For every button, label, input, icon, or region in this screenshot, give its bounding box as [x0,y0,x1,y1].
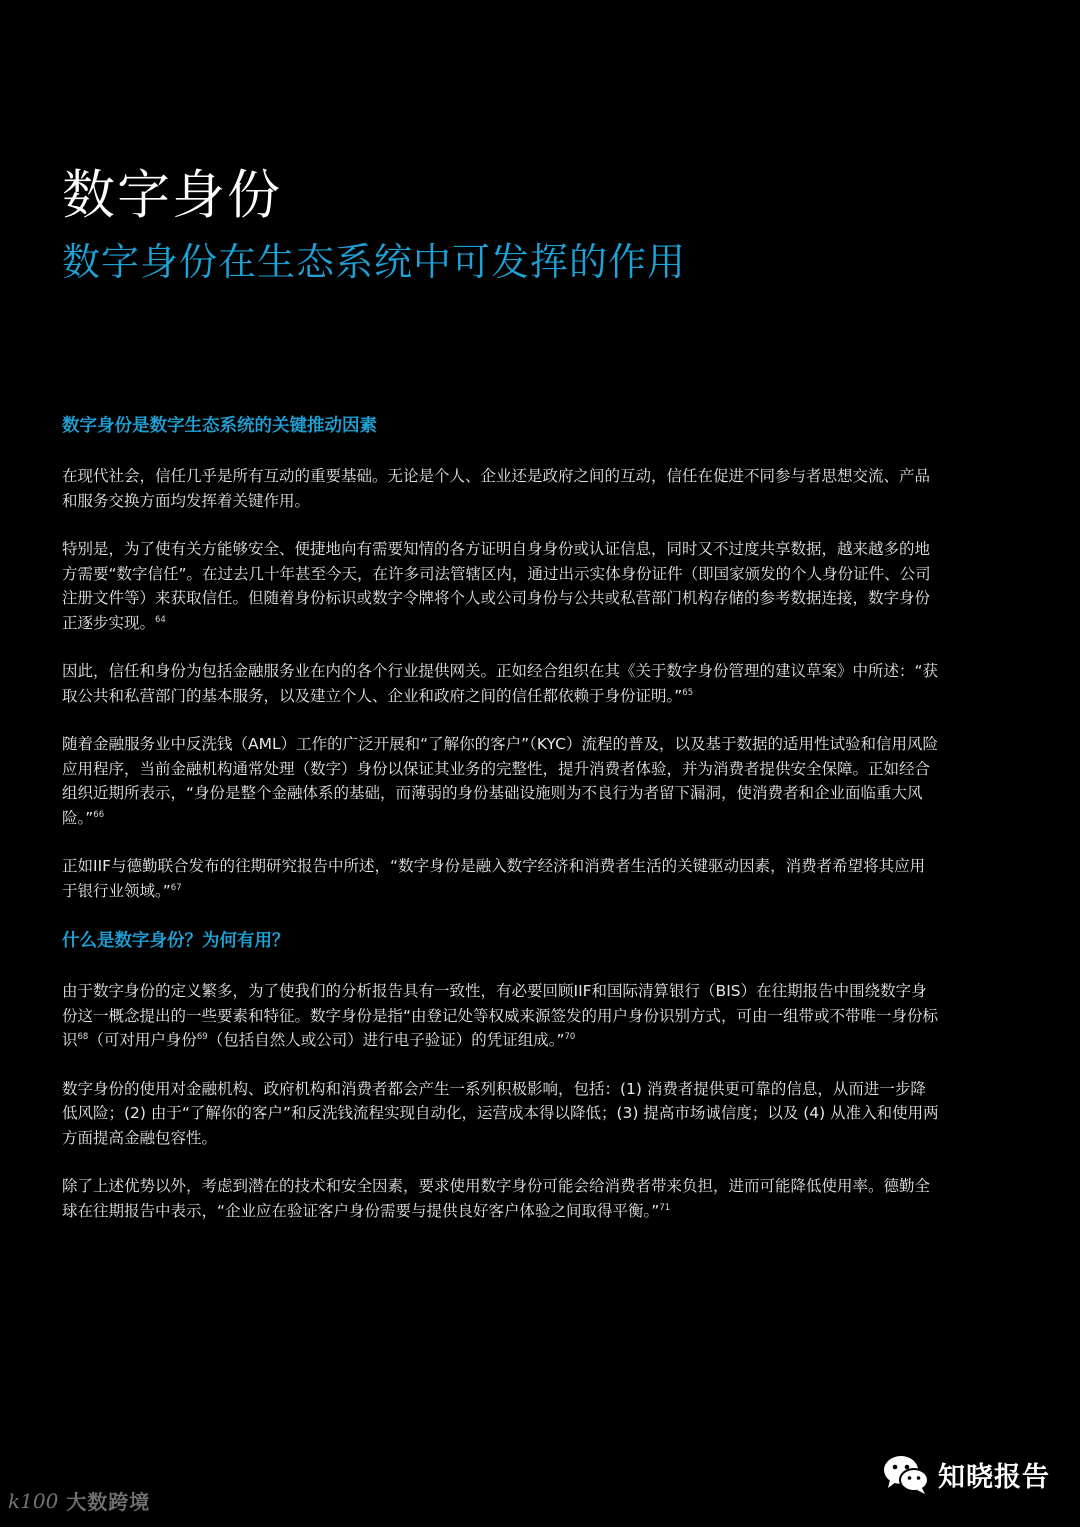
watermark-right-text: 知晓报告 [938,1461,1050,1493]
paragraph-aml-kyc [62,732,940,830]
page-subtitle: 数字身份在生态系统中可发挥的作用 [62,240,687,284]
paragraph-text: 除了上述优势以外，考虑到潜在的技术和安全因素，要求使用数字身份可能会给消费者带来负担，进而可能降低使用率。德勤全球在往期报告中表示，“企业应在验证客户身份需要与提供良好客户体验之间取得平衡。” [62,1177,931,1220]
watermark-right [882,1453,1050,1495]
footnote-ref[interactable]: 69 [196,1031,208,1042]
watermark-left [8,1486,150,1515]
section-heading-key-enabler: 数字身份是数字生态系统的关键推动因素 [62,416,377,436]
paragraph-text: 数字身份的使用对金融机构、政府机构和消费者都会产生一系列积极影响，包括：(1) 消费者提供更可靠的信息，从而进一步降低风险；(2) 由于“了解你的客户”和反洗钱流程实现自动化，运营成本得以降低；(3) 提高市场诚信度；以及 (4) 从准入和使用两方面提高金融包容性。 [62,1079,939,1147]
paragraph-text: 因此，信任和身份为包括金融服务业在内的各个行业提供网关。正如经合组织在其《关于数字身份管理的建议草案》中所述：“获取公共和私营部门的基本服务，以及建立个人、企业和政府之间的信任都依赖于身份证明。” [62,662,939,705]
footnote-ref[interactable]: 65 [682,687,694,698]
paragraph-text: 随着金融服务业中反洗钱（AML）工作的广泛开展和“了解你的客户”（KYC）流程的普及，以及基于数据的适用性试验和信用风险应用程序，当前金融机构通常处理（数字）身份以保证其业务的完整性，提升消费者体验，并为消费者提供安全保障。正如经合组织近期所表示，“身份是整个金融体系的基础，而薄弱的身份基础设施则为不良行为者留下漏洞，使消费者和企业面临重大风险。” [62,735,938,827]
watermark-left-text: 大数跨境 [66,1490,151,1514]
article-body [62,412,940,1247]
paragraph-text: （包括自然人或公司）进行电子验证）的凭证组成。” [207,1031,565,1049]
paragraph-text: 正如IIF与德勤联合发布的往期研究报告中所述，“数字身份是融入数字经济和消费者生活的关键驱动因素，消费者希望将其应用于银行业领域。” [62,857,926,900]
page-title: 数字身份 [62,165,282,226]
paragraph-digital-trust [62,537,940,635]
footnote-ref[interactable]: 68 [77,1031,89,1042]
brand-logo: k100 [8,1488,59,1513]
paragraph-trust-foundation [62,464,940,513]
paragraph-text: 在现代社会，信任几乎是所有互动的重要基础。无论是个人、企业还是政府之间的互动，信任在促进不同参与者思想交流、产品和服务交换方面均发挥着关键作用。 [62,467,931,510]
paragraph-burden [62,1174,940,1223]
paragraph-benefits [62,1077,940,1151]
paragraph-iif-deloitte [62,854,940,903]
footnote-ref[interactable]: 70 [564,1031,576,1042]
paragraph-text: （可对用户身份 [88,1031,197,1049]
wechat-icon [882,1453,930,1495]
section-heading-what-is-digital-id: 什么是数字身份？为何有用？ [62,931,290,951]
paragraph-definition [62,979,940,1053]
footnote-ref[interactable]: 67 [170,882,182,893]
footnote-ref[interactable]: 71 [659,1202,671,1213]
footnote-ref[interactable]: 66 [93,809,105,820]
footnote-ref[interactable]: 64 [155,614,166,625]
paragraph-text: 由于数字身份的定义繁多，为了使我们的分析报告具有一致性，有必要回顾IIF和国际清算银行（BIS）在往期报告中围绕数字身份这一概念提出的一些要素和特征。数字身份是指“由登记处等权威来源签发的用户身份识别方式，可由一组带或不带唯一身份标识 [62,982,939,1049]
paragraph-oecd-gateway [62,659,940,708]
paragraph-text: 特别是，为了使有关方能够安全、便捷地向有需要知情的各方证明自身身份或认证信息，同时又不过度共享数据，越来越多的地方需要“数字信任”。在过去几十年甚至今天，在许多司法管辖区内，通过出示实体身份证件（即国家颁发的个人身份证件、公司注册文件等）来获取信任。但随着身份标识或数字令牌将个人或公司身份与公共或私营部门机构存储的参考数据连接，数字身份正逐步实现。 [62,540,931,632]
